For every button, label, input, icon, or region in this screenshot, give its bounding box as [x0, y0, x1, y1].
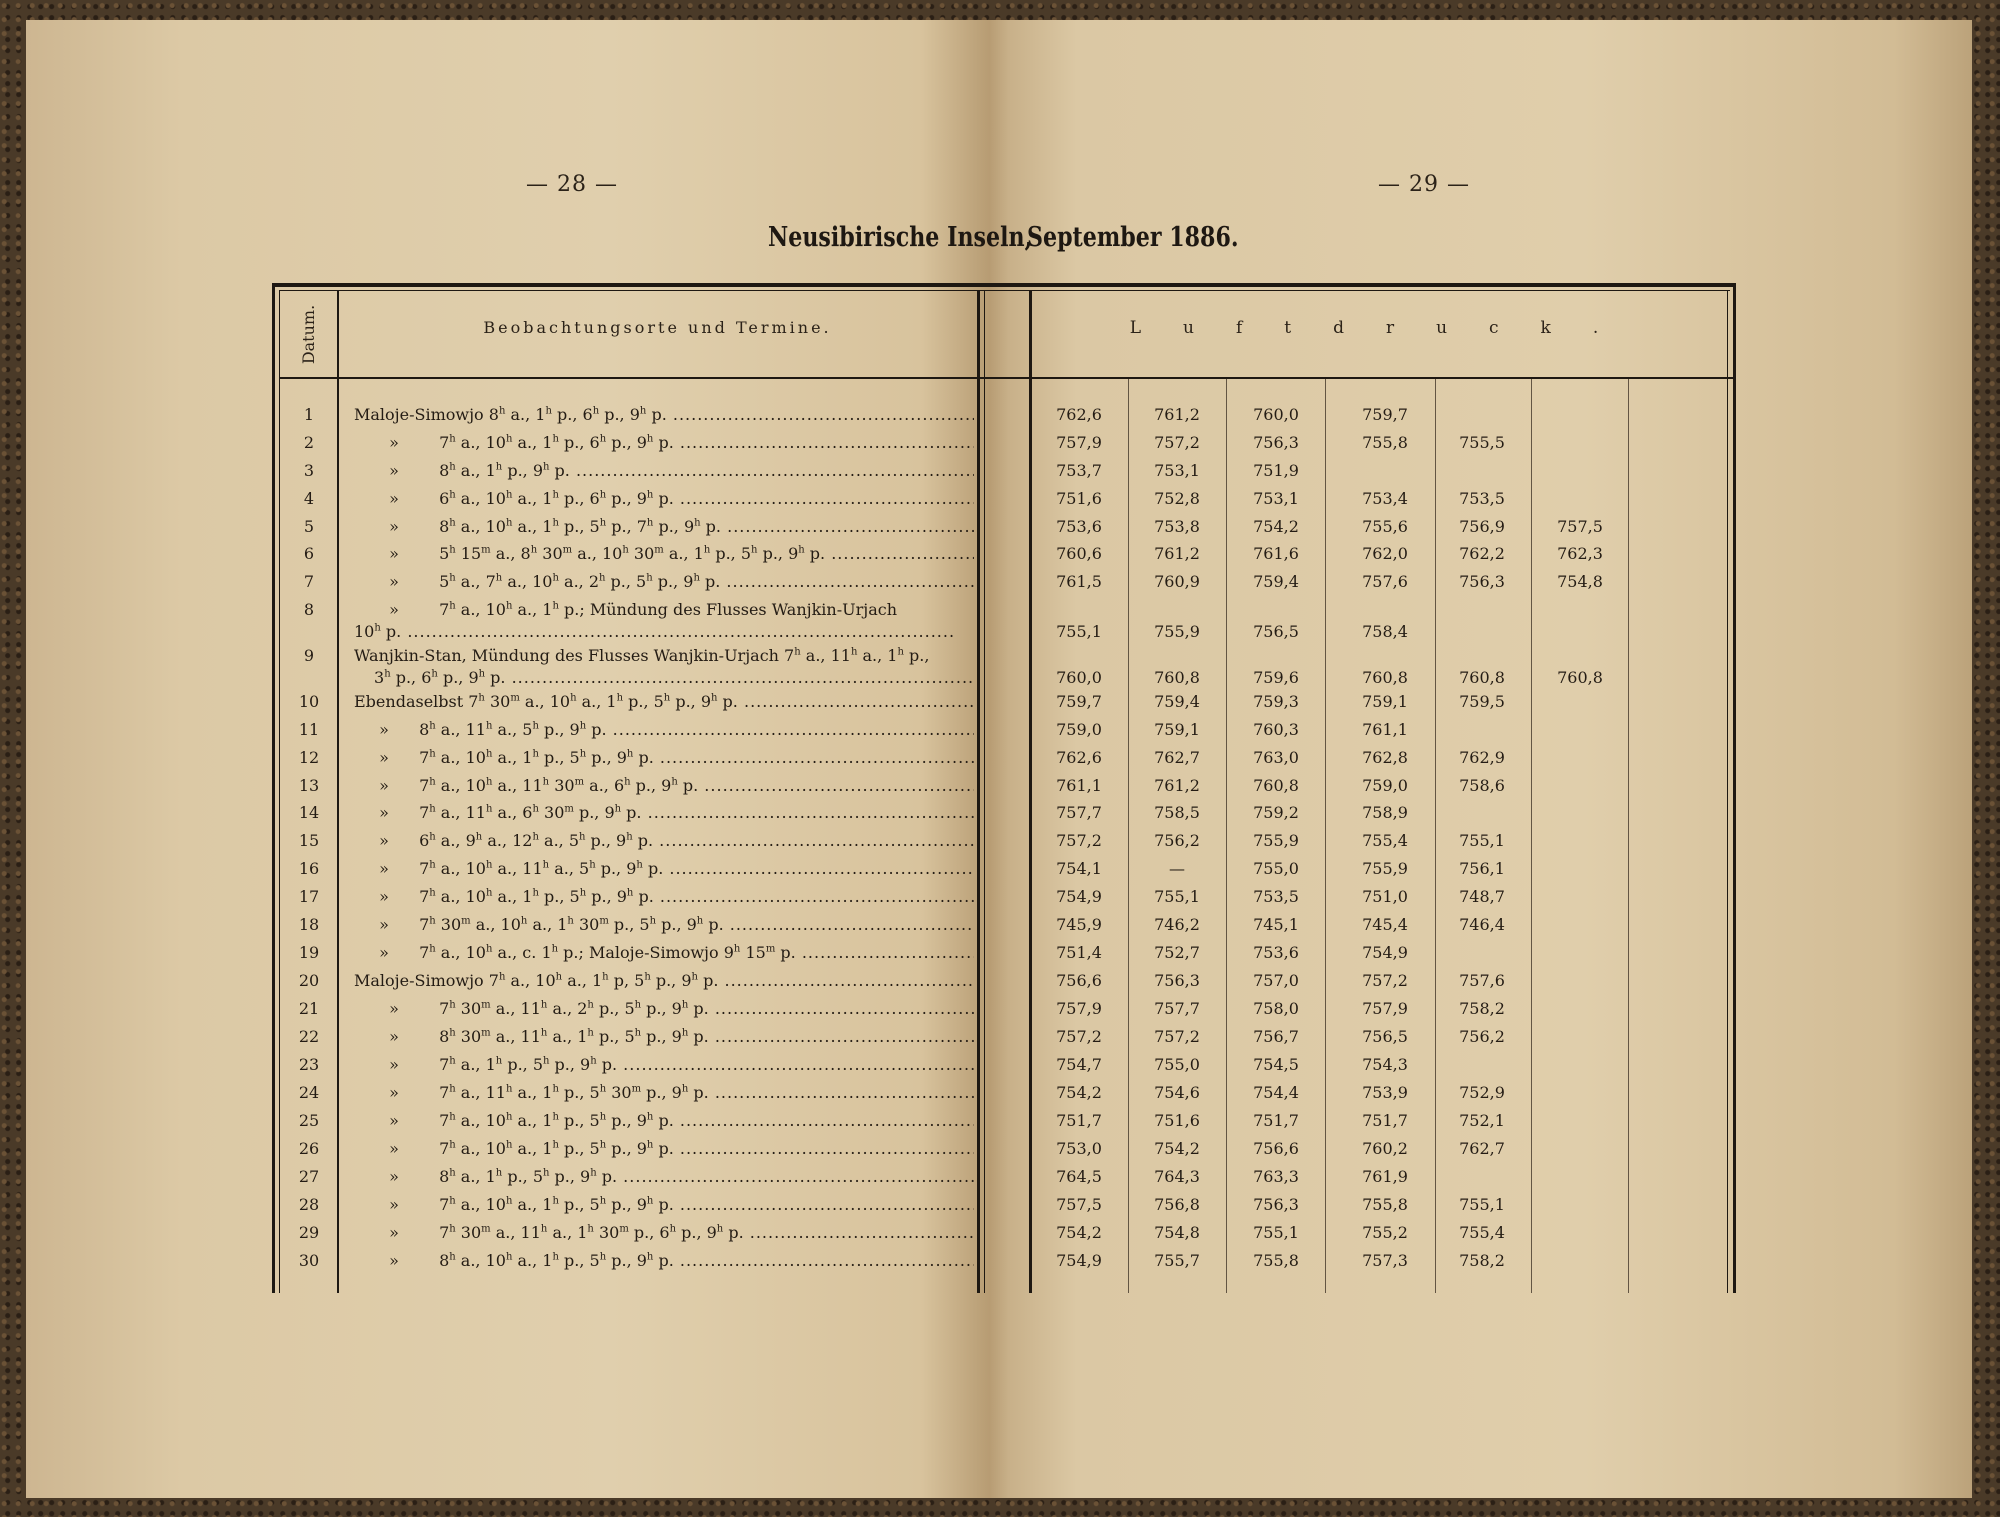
pressure-value: 755,7 — [1154, 1251, 1200, 1270]
pressure-value: 753,1 — [1154, 461, 1200, 480]
pressure-value: 754,2 — [1253, 517, 1299, 536]
table-frame-right — [1733, 283, 1736, 1293]
row-observation: Ebendaselbst 7$^h$ 30$^m$ a., 10$^h$ a., 1$^h$ p., 5$^h$ p., 9$^h$ p. ..... — [354, 692, 974, 711]
row-observation: » 6$^h$ a., 10$^h$ a., 1$^h$ p., 6$^h$ p., 9$^h$ p. ..... — [354, 489, 974, 508]
pressure-value: 757,2 — [1056, 1027, 1102, 1046]
column-rule-right-inner — [1727, 290, 1728, 1293]
row-day: 2 — [303, 433, 315, 452]
pressure-value: 756,7 — [1253, 1027, 1299, 1046]
pressure-value: 756,3 — [1459, 572, 1505, 591]
pressure-value: 755,9 — [1362, 859, 1408, 878]
pressure-value: 745,1 — [1253, 915, 1299, 934]
datum-header — [281, 292, 337, 376]
table-header-rule — [279, 377, 1733, 379]
pressure-value: 754,5 — [1253, 1055, 1299, 1074]
row-day: 10 — [298, 692, 320, 711]
pressure-value: 755,9 — [1154, 622, 1200, 641]
row-day: 23 — [298, 1055, 320, 1074]
pressure-value: 757,9 — [1056, 999, 1102, 1018]
row-observation: » 7$^h$ a., 10$^h$ a., 11$^h$ 30$^m$ a., 6$^h$ p., 9$^h$ p. ..... — [354, 776, 974, 795]
column-rule-datum — [337, 290, 339, 1293]
pressure-value: 757,6 — [1459, 971, 1505, 990]
pressure-value: 759,7 — [1362, 405, 1408, 424]
pressure-value: 761,2 — [1154, 776, 1200, 795]
pressure-value: 755,1 — [1056, 622, 1102, 641]
pressure-value: 754,6 — [1154, 1083, 1200, 1102]
pressure-value: 764,5 — [1056, 1167, 1102, 1186]
pressure-value: 757,9 — [1056, 433, 1102, 452]
pressure-value: 761,9 — [1362, 1167, 1408, 1186]
pressure-value: 755,8 — [1253, 1251, 1299, 1270]
pressure-value: 757,2 — [1056, 831, 1102, 850]
row-observation: » 8$^h$ a., 1$^h$ p., 9$^h$ p. ..... — [354, 461, 974, 480]
pressure-value: 757,3 — [1362, 1251, 1408, 1270]
pressure-value: 755,9 — [1253, 831, 1299, 850]
column-rule-obs-inner — [984, 290, 985, 1293]
row-day: 13 — [298, 776, 320, 795]
row-day: 9 — [303, 646, 315, 665]
pressure-value: 762,6 — [1056, 405, 1102, 424]
value-column-rule — [1628, 379, 1629, 1293]
row-day: 8 — [303, 600, 315, 619]
pressure-value: 759,0 — [1056, 720, 1102, 739]
pressure-value: 754,9 — [1056, 887, 1102, 906]
pressure-value: 762,7 — [1459, 1139, 1505, 1158]
pressure-value: 756,2 — [1459, 1027, 1505, 1046]
pressure-value: 762,2 — [1459, 544, 1505, 563]
pressure-value: 759,4 — [1154, 692, 1200, 711]
pressure-value: 754,8 — [1557, 572, 1603, 591]
pressure-value: 756,3 — [1253, 433, 1299, 452]
pressure-value: 753,6 — [1056, 517, 1102, 536]
page-title-left: Neusibirische Inseln, — [768, 222, 1033, 253]
pressure-value: 751,0 — [1362, 887, 1408, 906]
pressure-value: 760,3 — [1253, 720, 1299, 739]
row-day: 15 — [298, 831, 320, 850]
luftdruck-header: Luftdruck. — [1129, 318, 1641, 338]
row-observation: » 7$^h$ a., 10$^h$ a., 1$^h$ p., 5$^h$ p., 9$^h$ p. ..... — [354, 1139, 974, 1158]
pressure-value: 756,9 — [1459, 517, 1505, 536]
pressure-value: 757,5 — [1056, 1195, 1102, 1214]
table-frame-left — [272, 283, 275, 1293]
page-title-right: September 1886. — [1027, 222, 1239, 253]
pressure-value: 762,0 — [1362, 544, 1408, 563]
pressure-value: 756,5 — [1253, 622, 1299, 641]
value-column-rule — [1226, 379, 1227, 1293]
pressure-value: 761,5 — [1056, 572, 1102, 591]
pressure-value: — — [1169, 859, 1185, 878]
pressure-value: 751,7 — [1253, 1111, 1299, 1130]
pressure-value: 754,1 — [1056, 859, 1102, 878]
pressure-value: 751,9 — [1253, 461, 1299, 480]
pressure-value: 754,8 — [1154, 1223, 1200, 1242]
pressure-value: 754,2 — [1056, 1083, 1102, 1102]
pressure-value: 758,5 — [1154, 803, 1200, 822]
row-day: 20 — [298, 971, 320, 990]
pressure-value: 754,9 — [1362, 943, 1408, 962]
pressure-value: 756,3 — [1253, 1195, 1299, 1214]
pressure-value: 759,1 — [1362, 692, 1408, 711]
pressure-value: 755,1 — [1459, 1195, 1505, 1214]
pressure-value: 762,9 — [1459, 748, 1505, 767]
row-day: 29 — [298, 1223, 320, 1242]
row-day: 16 — [298, 859, 320, 878]
pressure-value: 760,8 — [1154, 668, 1200, 687]
pressure-value: 757,9 — [1362, 999, 1408, 1018]
pressure-value: 757,7 — [1056, 803, 1102, 822]
value-column-rule — [1128, 379, 1129, 1293]
pressure-value: 746,2 — [1154, 915, 1200, 934]
datum-header-label: Datum. — [299, 304, 319, 364]
row-observation: » 7$^h$ a., 10$^h$ a., 1$^h$ p.; Mündung des Flusses Wanjkin-Urjach — [389, 600, 897, 619]
pressure-value: 752,9 — [1459, 1083, 1505, 1102]
pressure-value: 757,2 — [1362, 971, 1408, 990]
pressure-value: 755,8 — [1362, 433, 1408, 452]
row-observation: » 7$^h$ a., 10$^h$ a., 1$^h$ p., 5$^h$ p., 9$^h$ p. ..... — [354, 1111, 974, 1130]
pressure-value: 753,5 — [1459, 489, 1505, 508]
pressure-value: 754,4 — [1253, 1083, 1299, 1102]
pressure-value: 758,6 — [1459, 776, 1505, 795]
pressure-value: 751,6 — [1056, 489, 1102, 508]
pressure-value: 755,5 — [1459, 433, 1505, 452]
pressure-value: 753,6 — [1253, 943, 1299, 962]
row-day: 4 — [303, 489, 315, 508]
pressure-value: 751,7 — [1362, 1111, 1408, 1130]
table-frame-top-inner — [280, 290, 1730, 291]
pressure-value: 758,9 — [1362, 803, 1408, 822]
value-column-rule — [1531, 379, 1532, 1293]
row-observation: » 7$^h$ a., 10$^h$ a., 11$^h$ a., 5$^h$ p., 9$^h$ p. ..... — [354, 859, 974, 878]
row-observation: » 7$^h$ a., 1$^h$ p., 5$^h$ p., 9$^h$ p. ..... — [354, 1055, 974, 1074]
pressure-value: 753,4 — [1362, 489, 1408, 508]
pressure-value: 745,9 — [1056, 915, 1102, 934]
row-day: 25 — [298, 1111, 320, 1130]
pressure-value: 756,5 — [1362, 1027, 1408, 1046]
pressure-value: 746,4 — [1459, 915, 1505, 934]
pressure-value: 751,6 — [1154, 1111, 1200, 1130]
row-observation: » 7$^h$ a., 11$^h$ a., 1$^h$ p., 5$^h$ 30$^m$ p., 9$^h$ p. ..... — [354, 1083, 974, 1102]
pressure-value: 754,9 — [1056, 1251, 1102, 1270]
row-observation: » 7$^h$ 30$^m$ a., 10$^h$ a., 1$^h$ 30$^m$ p., 5$^h$ p., 9$^h$ p. ..... — [354, 915, 974, 934]
row-observation-continued: 3$^h$ p., 6$^h$ p., 9$^h$ p. ..... — [374, 668, 974, 687]
pressure-value: 757,7 — [1154, 999, 1200, 1018]
row-day: 1 — [303, 405, 315, 424]
pressure-value: 755,2 — [1362, 1223, 1408, 1242]
column-rule-obs — [977, 290, 980, 1293]
row-day: 18 — [298, 915, 320, 934]
row-observation: Maloje-Simowjo 8$^h$ a., 1$^h$ p., 6$^h$ p., 9$^h$ p. ..... — [354, 405, 974, 424]
pressure-value: 761,2 — [1154, 544, 1200, 563]
pressure-value: 752,1 — [1459, 1111, 1505, 1130]
pressure-value: 753,0 — [1056, 1139, 1102, 1158]
row-day: 22 — [298, 1027, 320, 1046]
row-day: 11 — [298, 720, 320, 739]
row-observation: » 8$^h$ a., 10$^h$ a., 1$^h$ p., 5$^h$ p., 9$^h$ p. ..... — [354, 1251, 974, 1270]
pressure-value: 755,4 — [1459, 1223, 1505, 1242]
table-frame-left-inner — [279, 290, 280, 1293]
pressure-value: 760,0 — [1056, 668, 1102, 687]
pressure-value: 757,2 — [1154, 1027, 1200, 1046]
row-observation: » 7$^h$ 30$^m$ a., 11$^h$ a., 1$^h$ 30$^m$ p., 6$^h$ p., 9$^h$ p. ..... — [354, 1223, 974, 1242]
pressure-value: 759,1 — [1154, 720, 1200, 739]
row-day: 28 — [298, 1195, 320, 1214]
pressure-value: 753,8 — [1154, 517, 1200, 536]
row-observation: » 7$^h$ a., 11$^h$ a., 6$^h$ 30$^m$ p., 9$^h$ p. ..... — [354, 803, 974, 822]
pressure-value: 760,8 — [1253, 776, 1299, 795]
pressure-value: 756,6 — [1056, 971, 1102, 990]
row-day: 5 — [303, 517, 315, 536]
pressure-value: 753,7 — [1056, 461, 1102, 480]
page-number-left: — 28 — — [526, 172, 618, 197]
pressure-value: 757,0 — [1253, 971, 1299, 990]
row-day: 12 — [298, 748, 320, 767]
pressure-value: 762,6 — [1056, 748, 1102, 767]
pressure-value: 757,2 — [1154, 433, 1200, 452]
pressure-value: 754,2 — [1154, 1139, 1200, 1158]
pressure-value: 760,8 — [1459, 668, 1505, 687]
value-column-rule — [1435, 379, 1436, 1293]
pressure-value: 761,1 — [1362, 720, 1408, 739]
pressure-value: 753,9 — [1362, 1083, 1408, 1102]
row-observation: » 8$^h$ a., 10$^h$ a., 1$^h$ p., 5$^h$ p., 7$^h$ p., 9$^h$ p. ..... — [354, 517, 974, 536]
row-observation: » 7$^h$ a., 10$^h$ a., 1$^h$ p., 5$^h$ p., 9$^h$ p. ..... — [354, 748, 974, 767]
pressure-value: 759,7 — [1056, 692, 1102, 711]
row-observation: Wanjkin-Stan, Mündung des Flusses Wanjkin-Urjach 7$^h$ a., 11$^h$ a., 1$^h$ p., — [354, 646, 930, 665]
row-day: 17 — [298, 887, 320, 906]
row-observation-continued: 10$^h$ p. ..... — [354, 622, 954, 641]
row-observation: » 8$^h$ 30$^m$ a., 11$^h$ a., 1$^h$ p., 5$^h$ p., 9$^h$ p. ..... — [354, 1027, 974, 1046]
pressure-value: 753,1 — [1253, 489, 1299, 508]
row-observation: » 5$^h$ 15$^m$ a., 8$^h$ 30$^m$ a., 10$^h$ 30$^m$ a., 1$^h$ p., 5$^h$ p., 9$^h$ p. ..... — [354, 544, 974, 563]
pressure-value: 751,4 — [1056, 943, 1102, 962]
pressure-value: 755,6 — [1362, 517, 1408, 536]
pressure-value: 755,0 — [1154, 1055, 1200, 1074]
observation-header: Beobachtungsorte und Termine. — [483, 318, 832, 337]
pressure-value: 756,3 — [1154, 971, 1200, 990]
row-day: 19 — [298, 943, 320, 962]
row-day: 7 — [303, 572, 315, 591]
pressure-value: 760,6 — [1056, 544, 1102, 563]
value-column-rule — [1325, 379, 1326, 1293]
pressure-value: 756,2 — [1154, 831, 1200, 850]
pressure-value: 755,1 — [1253, 1223, 1299, 1242]
row-day: 6 — [303, 544, 315, 563]
pressure-value: 756,8 — [1154, 1195, 1200, 1214]
pressure-value: 761,6 — [1253, 544, 1299, 563]
pressure-value: 756,1 — [1459, 859, 1505, 878]
pressure-value: 760,2 — [1362, 1139, 1408, 1158]
pressure-value: 755,0 — [1253, 859, 1299, 878]
row-observation: » 6$^h$ a., 9$^h$ a., 12$^h$ a., 5$^h$ p., 9$^h$ p. ..... — [354, 831, 974, 850]
pressure-value: 763,3 — [1253, 1167, 1299, 1186]
column-rule-luft — [1029, 290, 1032, 1293]
pressure-value: 759,4 — [1253, 572, 1299, 591]
pressure-value: 758,2 — [1459, 999, 1505, 1018]
row-observation: » 7$^h$ a., 10$^h$ a., c. 1$^h$ p.; Maloje-Simowjo 9$^h$ 15$^m$ p. ..... — [354, 943, 974, 962]
row-observation: » 8$^h$ a., 11$^h$ a., 5$^h$ p., 9$^h$ p. ..... — [354, 720, 974, 739]
pressure-value: 754,3 — [1362, 1055, 1408, 1074]
row-observation: » 8$^h$ a., 1$^h$ p., 5$^h$ p., 9$^h$ p. ..... — [354, 1167, 974, 1186]
pressure-value: 758,2 — [1459, 1251, 1505, 1270]
pressure-value: 758,0 — [1253, 999, 1299, 1018]
pressure-value: 762,3 — [1557, 544, 1603, 563]
pressure-value: 762,8 — [1362, 748, 1408, 767]
pressure-value: 759,6 — [1253, 668, 1299, 687]
pressure-value: 752,7 — [1154, 943, 1200, 962]
pressure-value: 760,9 — [1154, 572, 1200, 591]
row-observation: Maloje-Simowjo 7$^h$ a., 10$^h$ a., 1$^h$ p, 5$^h$ p., 9$^h$ p. ..... — [354, 971, 974, 990]
pressure-value: 759,2 — [1253, 803, 1299, 822]
pressure-value: 760,8 — [1362, 668, 1408, 687]
row-observation: » 7$^h$ 30$^m$ a., 11$^h$ a., 2$^h$ p., 5$^h$ p., 9$^h$ p. ..... — [354, 999, 974, 1018]
pressure-value: 748,7 — [1459, 887, 1505, 906]
pressure-value: 755,8 — [1362, 1195, 1408, 1214]
row-day: 14 — [298, 803, 320, 822]
pressure-value: 758,4 — [1362, 622, 1408, 641]
row-day: 26 — [298, 1139, 320, 1158]
pressure-value: 756,6 — [1253, 1139, 1299, 1158]
pressure-value: 761,1 — [1056, 776, 1102, 795]
pressure-value: 764,3 — [1154, 1167, 1200, 1186]
row-day: 21 — [298, 999, 320, 1018]
pressure-value: 757,5 — [1557, 517, 1603, 536]
pressure-value: 763,0 — [1253, 748, 1299, 767]
row-observation: » 7$^h$ a., 10$^h$ a., 1$^h$ p., 6$^h$ p., 9$^h$ p. ..... — [354, 433, 974, 452]
row-day: 24 — [298, 1083, 320, 1102]
pressure-value: 745,4 — [1362, 915, 1408, 934]
pressure-value: 754,7 — [1056, 1055, 1102, 1074]
pressure-value: 752,8 — [1154, 489, 1200, 508]
row-day: 27 — [298, 1167, 320, 1186]
pressure-value: 761,2 — [1154, 405, 1200, 424]
pressure-value: 757,6 — [1362, 572, 1408, 591]
pressure-value: 759,0 — [1362, 776, 1408, 795]
pressure-value: 753,5 — [1253, 887, 1299, 906]
row-observation: » 7$^h$ a., 10$^h$ a., 1$^h$ p., 5$^h$ p., 9$^h$ p. ..... — [354, 887, 974, 906]
page-number-right: — 29 — — [1378, 172, 1470, 197]
pressure-value: 760,8 — [1557, 668, 1603, 687]
row-observation: » 7$^h$ a., 10$^h$ a., 1$^h$ p., 5$^h$ p., 9$^h$ p. ..... — [354, 1195, 974, 1214]
pressure-value: 760,0 — [1253, 405, 1299, 424]
pressure-value: 762,7 — [1154, 748, 1200, 767]
pressure-value: 759,3 — [1253, 692, 1299, 711]
row-day: 30 — [298, 1251, 320, 1270]
pressure-value: 751,7 — [1056, 1111, 1102, 1130]
table-frame-top — [272, 283, 1736, 287]
pressure-value: 755,1 — [1459, 831, 1505, 850]
pressure-value: 759,5 — [1459, 692, 1505, 711]
row-day: 3 — [303, 461, 315, 480]
pressure-value: 754,2 — [1056, 1223, 1102, 1242]
pressure-value: 755,1 — [1154, 887, 1200, 906]
pressure-value: 755,4 — [1362, 831, 1408, 850]
row-observation: » 5$^h$ a., 7$^h$ a., 10$^h$ a., 2$^h$ p., 5$^h$ p., 9$^h$ p. ..... — [354, 572, 974, 591]
